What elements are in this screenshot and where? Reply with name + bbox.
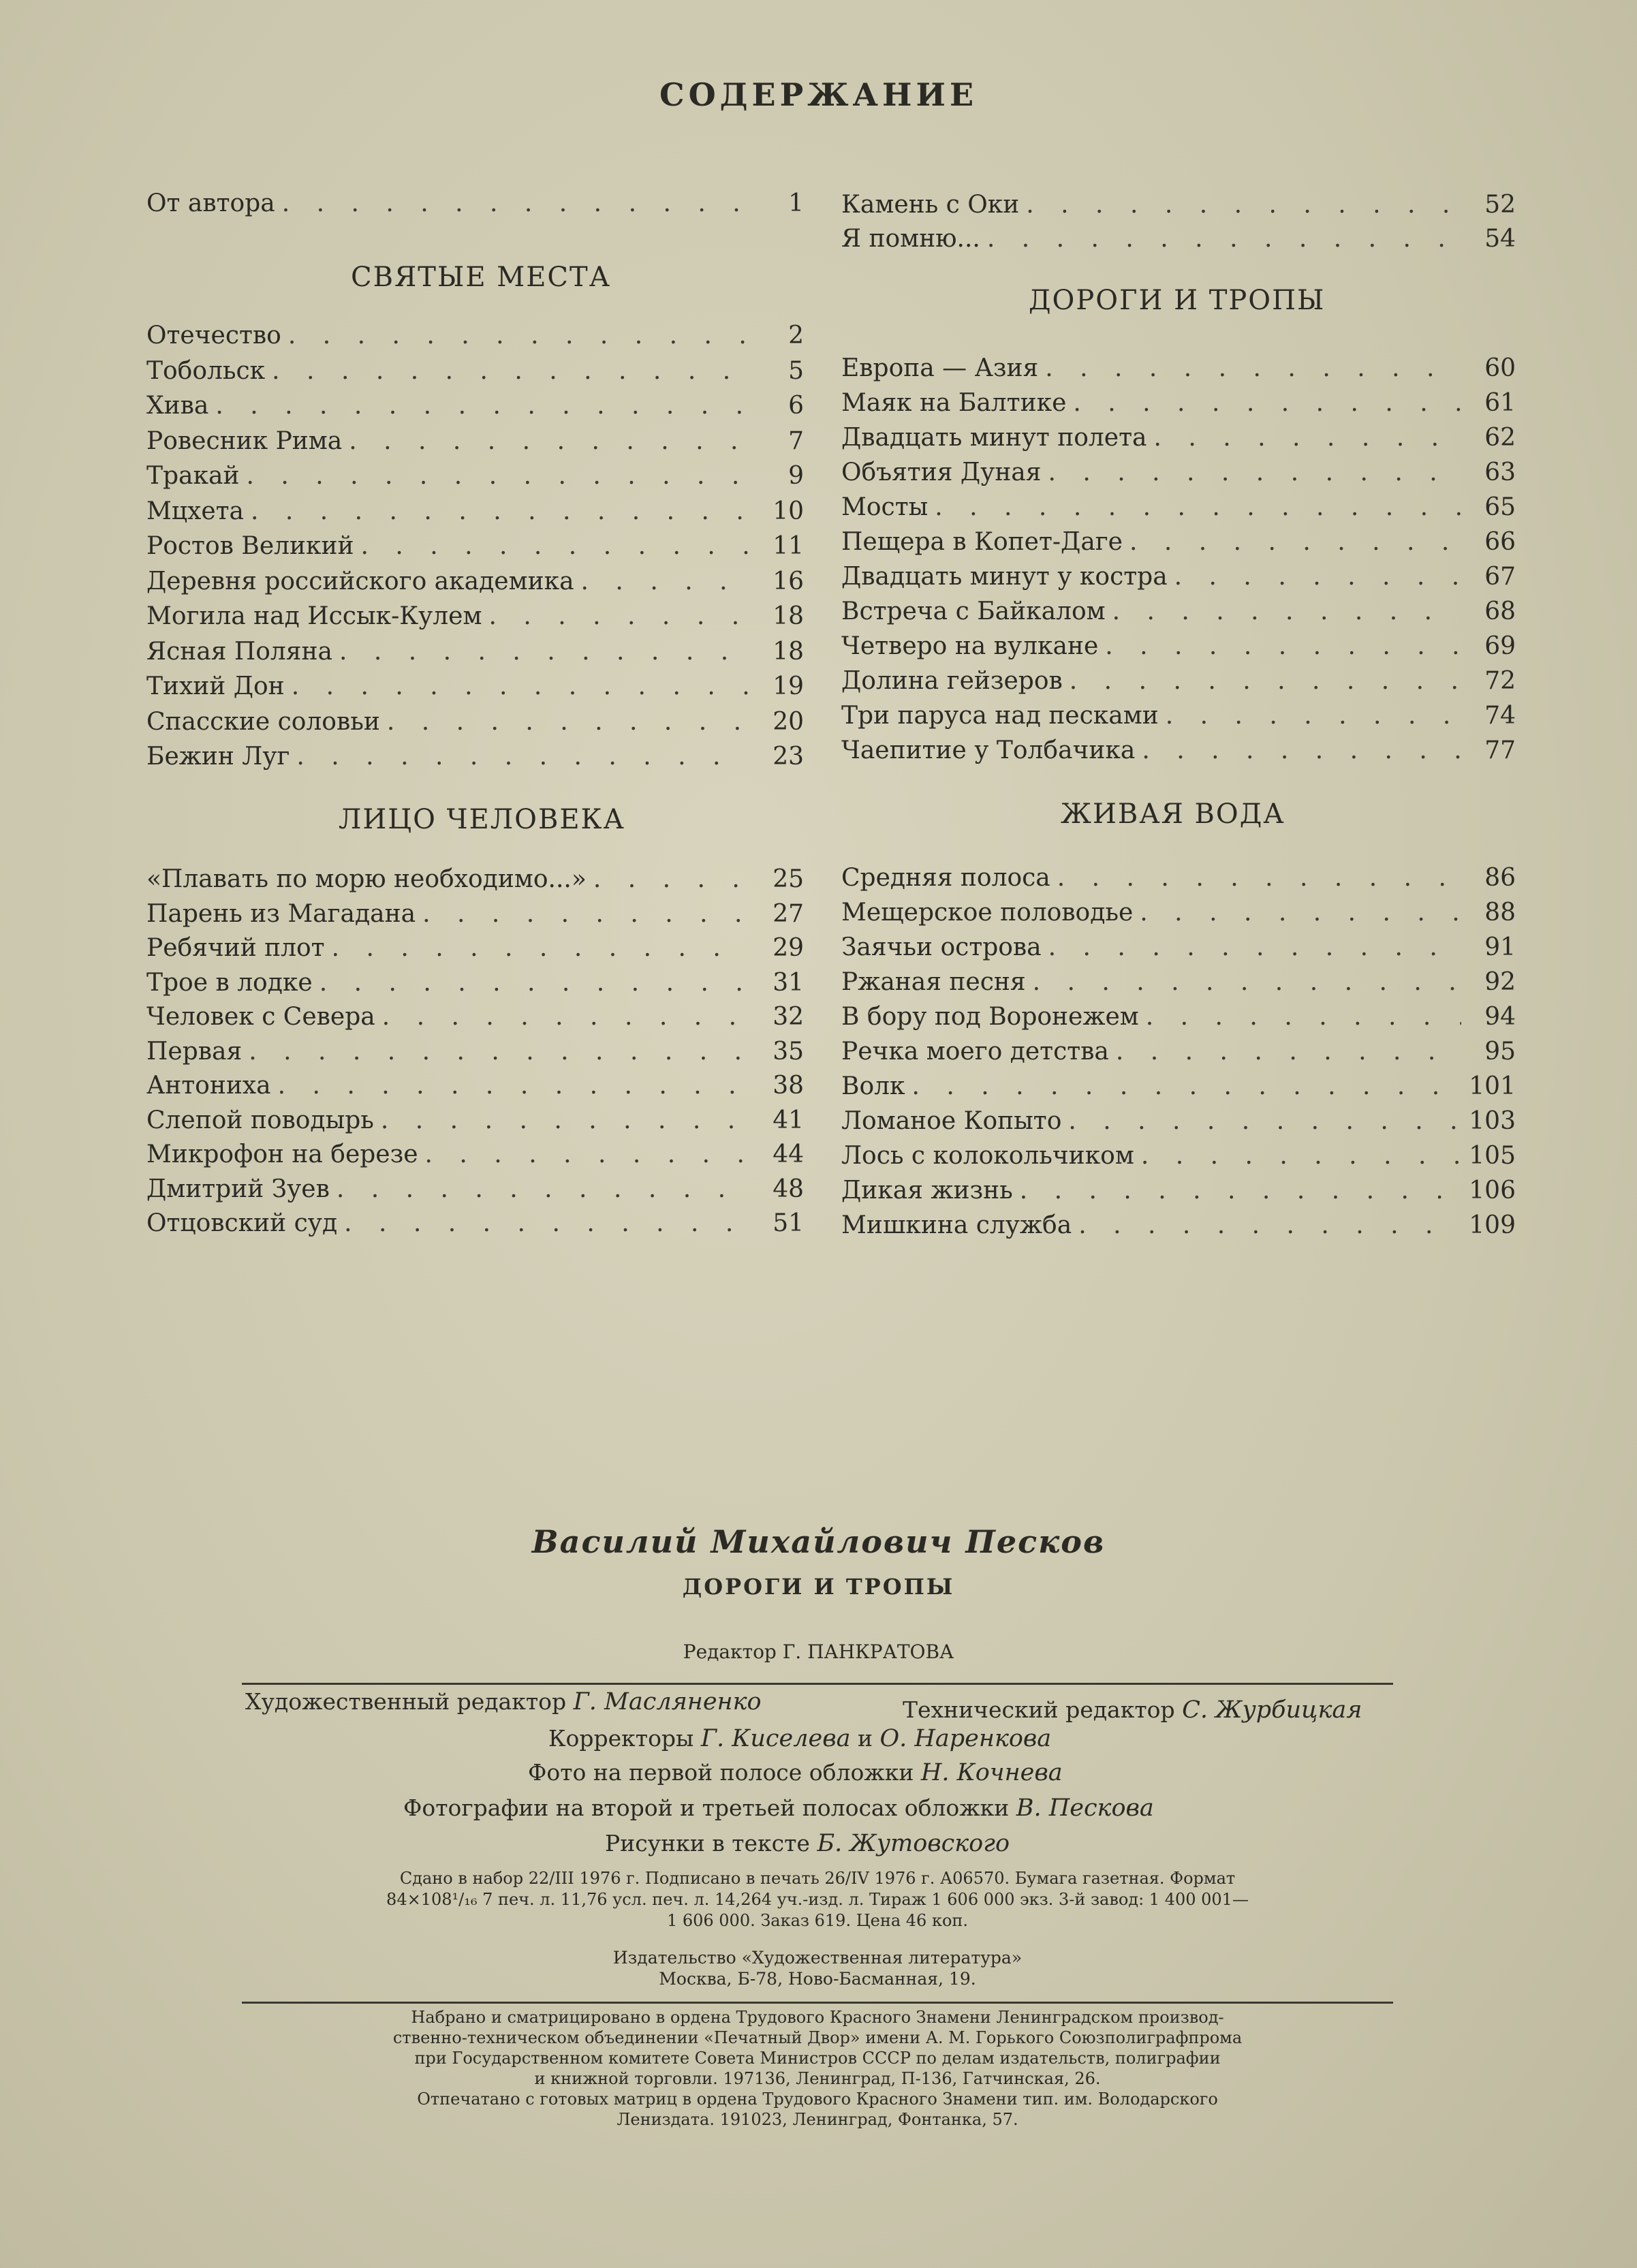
toc-entry — [841, 968, 1516, 1002]
toc-entry-title: Встреча с Байкалом — [841, 597, 1106, 625]
toc-entry-page: 7 — [788, 426, 804, 455]
print-info: Сдано в набор 22/III 1976 г. Подписано в печать 26/IV 1976 г. А06570. Бумага газетная. Формат 84×108¹/₁₆ 7 печ. л. 11,76 усл. печ. л. 14,264 уч.-изд. л. Тираж 1 606 000 экз. 3-й завод: 1 400 001— 1 606 000. Заказ 619. Цена 46 коп. — [386, 1869, 1249, 1930]
toc-entry-page: 18 — [773, 602, 804, 630]
leader-dots — [1048, 459, 1461, 486]
toc-entry-page: 20 — [773, 707, 804, 736]
toc-entry-page: 92 — [1484, 968, 1516, 996]
toc-entry-title: Я помню... — [841, 225, 980, 253]
toc-entry-page: 52 — [1484, 191, 1516, 219]
toc-entry — [841, 1072, 1516, 1106]
leader-dots — [1073, 389, 1461, 417]
toc-entry-page: 91 — [1484, 933, 1516, 961]
toc-entry-page: 27 — [773, 899, 804, 928]
toc-entry-page: 66 — [1484, 528, 1516, 556]
toc-entry-title: Слепой поводырь — [146, 1106, 374, 1134]
toc-entry — [841, 736, 1516, 771]
leader-dots — [1116, 1038, 1461, 1066]
toc-entry-page: 11 — [773, 532, 804, 560]
leader-dots — [1105, 632, 1461, 660]
toc-entry-page: 41 — [773, 1106, 804, 1134]
toc-entry-title: Могила над Иссык-Кулем — [146, 602, 482, 630]
author-name: Василий Михайлович Песков — [531, 1523, 1106, 1560]
toc-entry-page: 18 — [773, 637, 804, 666]
toc-entry-title: Долина гейзеров — [841, 667, 1063, 695]
section-heading: ЖИВАЯ ВОДА — [1061, 798, 1285, 830]
toc-entry-page: 88 — [1484, 899, 1516, 927]
toc-entry — [146, 900, 804, 934]
leader-dots — [1026, 191, 1461, 219]
toc-entry-title: Речка моего детства — [841, 1038, 1109, 1066]
toc-entry-title: Мещерское половодье — [841, 899, 1134, 927]
toc-entry-title: Камень с Оки — [841, 191, 1020, 219]
toc-entry-page: 44 — [773, 1140, 804, 1168]
leader-dots — [381, 1106, 749, 1134]
toc-entry-title: Тихий Дон — [146, 672, 285, 700]
toc-entry-page: 63 — [1484, 459, 1516, 486]
leader-dots — [1140, 899, 1461, 927]
toc-entry — [146, 1175, 804, 1209]
leader-dots — [360, 532, 749, 560]
toc-entry-page: 16 — [773, 567, 804, 595]
leader-dots — [382, 1003, 749, 1031]
toc-entry-page: 10 — [773, 497, 804, 525]
proofreaders-credit: Корректоры Г. Киселева и О. Наренкова — [548, 1725, 1052, 1752]
toc-entry — [841, 1142, 1516, 1176]
leader-dots — [282, 189, 749, 217]
leader-dots — [1078, 1211, 1461, 1239]
leader-dots — [332, 934, 749, 962]
toc-entry-title: Тобольск — [146, 356, 266, 385]
toc-entry — [841, 528, 1516, 562]
page-title: СОДЕРЖАНИЕ — [659, 76, 978, 113]
toc-entry — [146, 708, 804, 742]
toc-entry — [146, 743, 804, 777]
publisher-info: Издательство «Художественная литература» Москва, Б-78, Ново-Басманная, 19. — [612, 1948, 1023, 1989]
toc-entry-title: Ломаное Копыто — [841, 1107, 1062, 1135]
toc-entry-page: 65 — [1484, 493, 1516, 521]
leader-dots — [489, 602, 750, 630]
toc-entry-title: Четверо на вулкане — [841, 632, 1099, 660]
toc-entry-page: 6 — [788, 392, 804, 420]
toc-entry-page: 60 — [1484, 354, 1516, 382]
toc-entry — [841, 225, 1516, 259]
toc-entry-title: Ребячий плот — [146, 934, 325, 962]
toc-entry — [146, 427, 804, 461]
inner-photo-credit: Фотографии на второй и третьей полосах обложки В. Пескова — [403, 1795, 1154, 1822]
toc-entry-title: Пещера в Копет-Даге — [841, 528, 1123, 556]
toc-entry — [841, 459, 1516, 493]
toc-entry-page: 105 — [1469, 1142, 1516, 1170]
toc-entry — [146, 462, 804, 496]
toc-entry-title: Европа — Азия — [841, 354, 1039, 382]
toc-entry-title: Объятия Дуная — [841, 459, 1042, 486]
toc-entry-title: Хива — [146, 392, 209, 420]
toc-entry-title: «Плавать по морю необходимо...» — [146, 865, 587, 893]
toc-entry-page: 94 — [1484, 1003, 1516, 1031]
toc-entry-title: Чаепитие у Толбачика — [841, 736, 1136, 764]
toc-entry-page: 23 — [773, 743, 804, 771]
toc-entry-page: 1 — [788, 189, 804, 217]
tech-editor-credit: Технический редактор С. Журбицкая — [903, 1696, 1362, 1724]
toc-entry-title: Бежин Луг — [146, 743, 290, 771]
toc-entry-page: 25 — [773, 865, 804, 893]
art-editor-credit: Художественный редактор Г. Масляненко — [245, 1688, 762, 1715]
toc-entry-title: Лось с колокольчиком — [841, 1142, 1134, 1170]
editor-line: Редактор Г. ПАНКРАТОВА — [683, 1641, 954, 1663]
leader-dots — [1129, 528, 1461, 556]
toc-entry — [841, 933, 1516, 967]
toc-entry-page: 38 — [773, 1072, 804, 1100]
leader-dots — [1112, 597, 1461, 625]
leader-dots — [387, 708, 749, 736]
toc-entry — [841, 424, 1516, 458]
toc-entry — [841, 1211, 1516, 1245]
toc-entry-page: 35 — [773, 1037, 804, 1066]
toc-entry-title: Трое в лодке — [146, 968, 313, 997]
toc-entry-page: 95 — [1484, 1038, 1516, 1066]
toc-entry — [841, 354, 1516, 388]
toc-entry-page: 32 — [773, 1003, 804, 1031]
leader-dots — [246, 462, 749, 490]
leader-dots — [1141, 1142, 1461, 1170]
toc-entry-title: Двадцать минут полета — [841, 424, 1147, 452]
toc-entry-page: 2 — [788, 322, 804, 349]
toc-entry — [841, 563, 1516, 597]
leader-dots — [1068, 1107, 1461, 1135]
divider — [242, 1683, 1393, 1685]
toc-entry — [841, 1038, 1516, 1072]
toc-entry-page: 72 — [1484, 667, 1516, 695]
leader-dots — [581, 568, 749, 595]
toc-entry-title: От автора — [146, 189, 275, 217]
toc-entry-page: 54 — [1484, 225, 1516, 253]
drawings-credit: Рисунки в тексте Б. Жутовского — [605, 1830, 1010, 1857]
toc-entry-title: Отечество — [146, 322, 281, 349]
leader-dots — [319, 969, 749, 997]
leader-dots — [422, 900, 749, 928]
toc-entry — [146, 1003, 804, 1037]
leader-dots — [987, 225, 1461, 253]
toc-entry-page: 62 — [1484, 424, 1516, 452]
leader-dots — [425, 1140, 749, 1168]
leader-dots — [349, 427, 749, 455]
toc-entry — [841, 1003, 1516, 1037]
section-heading: СВЯТЫЕ МЕСТА — [351, 262, 611, 293]
leader-dots — [1045, 354, 1461, 382]
leader-dots — [215, 392, 749, 420]
toc-entry-title: Три паруса над песками — [841, 702, 1159, 730]
leader-dots — [292, 672, 749, 700]
toc-entry — [146, 865, 804, 899]
toc-entry-page: 74 — [1484, 702, 1516, 730]
toc-entry-page: 29 — [773, 934, 804, 962]
toc-entry-title: Дмитрий Зуев — [146, 1175, 330, 1203]
toc-entry-title: В бору под Воронежем — [841, 1003, 1139, 1031]
toc-entry — [841, 702, 1516, 736]
toc-entry-title: Микрофон на березе — [146, 1140, 418, 1168]
toc-entry-page: 9 — [788, 462, 804, 490]
toc-entry-page: 67 — [1484, 563, 1516, 591]
toc-entry-title: Человек с Севера — [146, 1003, 375, 1031]
toc-entry-title: Ржаная песня — [841, 968, 1026, 996]
divider — [242, 2002, 1393, 2004]
toc-entry-title: Мосты — [841, 493, 929, 521]
leader-dots — [249, 1038, 749, 1066]
toc-entry — [841, 493, 1516, 527]
toc-entry-title: Антониха — [146, 1072, 271, 1100]
toc-entry-page: 19 — [773, 672, 804, 700]
toc-entry — [146, 602, 804, 636]
toc-entry — [146, 1140, 804, 1175]
toc-entry-page: 86 — [1484, 864, 1516, 892]
toc-entry-title: Первая — [146, 1037, 243, 1066]
leader-dots — [1174, 563, 1461, 591]
toc-entry — [146, 322, 804, 356]
toc-entry — [146, 1038, 804, 1072]
toc-entry — [841, 667, 1516, 701]
toc-entry — [841, 597, 1516, 632]
toc-entry-page: 77 — [1484, 736, 1516, 764]
leader-dots — [935, 493, 1461, 521]
toc-entry — [146, 189, 804, 223]
toc-entry — [841, 191, 1516, 225]
toc-entry-page: 69 — [1484, 632, 1516, 660]
leader-dots — [912, 1072, 1462, 1100]
leader-dots — [1154, 424, 1462, 452]
toc-entry — [146, 638, 804, 672]
toc-entry-page: 31 — [773, 968, 804, 997]
leader-dots — [1070, 667, 1461, 695]
leader-dots — [337, 1175, 749, 1203]
toc-entry-page: 106 — [1469, 1177, 1516, 1205]
printer-info: Набрано и сматрицировано в ордена Трудового Красного Знамени Ленинградском производ- ственно-техническом объединении «Печатный Двор» имени А. М. Горького Союзполиграфпрома при Государственном комитете Совета Министров СССР по делам издательств, полиграфии и книжной торговли. 197136, Ленинград, П-136, Гатчинская, 26. Отпечатано с готовых матриц в ордена Трудового Красного Знамени тип. им. Володарского Лениздата. 191023, Ленинград, Фонтанка, 57. — [392, 2008, 1243, 2129]
section-heading: ЛИЦО ЧЕЛОВЕКА — [339, 804, 625, 835]
leader-dots — [1033, 968, 1461, 996]
section-heading: ДОРОГИ И ТРОПЫ — [1029, 285, 1326, 316]
toc-entry — [146, 1072, 804, 1106]
toc-entry-title: Мцхета — [146, 497, 244, 525]
toc-entry-page: 109 — [1469, 1211, 1516, 1239]
toc-entry-title: Ясная Поляна — [146, 637, 332, 666]
toc-entry — [841, 899, 1516, 933]
leader-dots — [251, 497, 749, 525]
toc-entry — [146, 934, 804, 968]
leader-dots — [1048, 933, 1461, 961]
toc-entry-title: Парень из Магадана — [146, 899, 416, 928]
toc-entry-title: Спасские соловьи — [146, 707, 380, 736]
toc-entry — [146, 392, 804, 426]
leader-dots — [593, 865, 749, 893]
leader-dots — [1057, 864, 1461, 892]
book-title: ДОРОГИ И ТРОПЫ — [682, 1574, 955, 1600]
toc-entry — [146, 357, 804, 391]
toc-entry-title: Волк — [841, 1072, 905, 1100]
toc-entry-page: 68 — [1484, 597, 1516, 625]
leader-dots — [1146, 1003, 1461, 1031]
toc-entry-page: 5 — [788, 356, 804, 385]
toc-entry-title: Тракай — [146, 462, 240, 490]
toc-entry-title: Дикая жизнь — [841, 1177, 1013, 1205]
toc-entry — [841, 389, 1516, 423]
leader-dots — [1166, 702, 1461, 730]
leader-dots — [1142, 736, 1461, 764]
leader-dots — [344, 1209, 749, 1237]
leader-dots — [272, 357, 749, 385]
toc-entry — [841, 1177, 1516, 1211]
toc-entry — [146, 568, 804, 602]
leader-dots — [1020, 1177, 1461, 1205]
toc-entry — [146, 1106, 804, 1140]
leader-dots — [296, 743, 749, 771]
toc-entry — [841, 864, 1516, 898]
toc-entry-title: Средняя полоса — [841, 864, 1050, 892]
leader-dots — [339, 638, 749, 666]
toc-entry-page: 103 — [1469, 1107, 1516, 1135]
toc-entry-title: Двадцать минут у костра — [841, 563, 1168, 591]
leader-dots — [278, 1072, 749, 1100]
cover-photo-credit: Фото на первой полосе обложки Н. Кочнева — [528, 1759, 1063, 1786]
toc-entry — [841, 1107, 1516, 1141]
toc-entry-title: Отцовский суд — [146, 1209, 338, 1237]
toc-entry — [146, 969, 804, 1003]
toc-entry-title: Ровесник Рима — [146, 426, 343, 455]
toc-entry-title: Заячьи острова — [841, 933, 1042, 961]
toc-entry — [146, 497, 804, 531]
toc-entry — [146, 532, 804, 566]
toc-entry-page: 101 — [1469, 1072, 1516, 1100]
leader-dots — [288, 322, 749, 349]
toc-entry-title: Маяк на Балтике — [841, 389, 1067, 417]
toc-entry-title: Деревня российского академика — [146, 567, 574, 595]
toc-entry-title: Мишкина служба — [841, 1211, 1072, 1239]
toc-entry — [146, 1209, 804, 1243]
toc-entry-page: 48 — [773, 1175, 804, 1203]
toc-entry — [841, 632, 1516, 666]
toc-entry — [146, 672, 804, 706]
toc-entry-page: 61 — [1484, 389, 1516, 417]
toc-entry-title: Ростов Великий — [146, 532, 354, 560]
toc-entry-page: 51 — [773, 1209, 804, 1237]
